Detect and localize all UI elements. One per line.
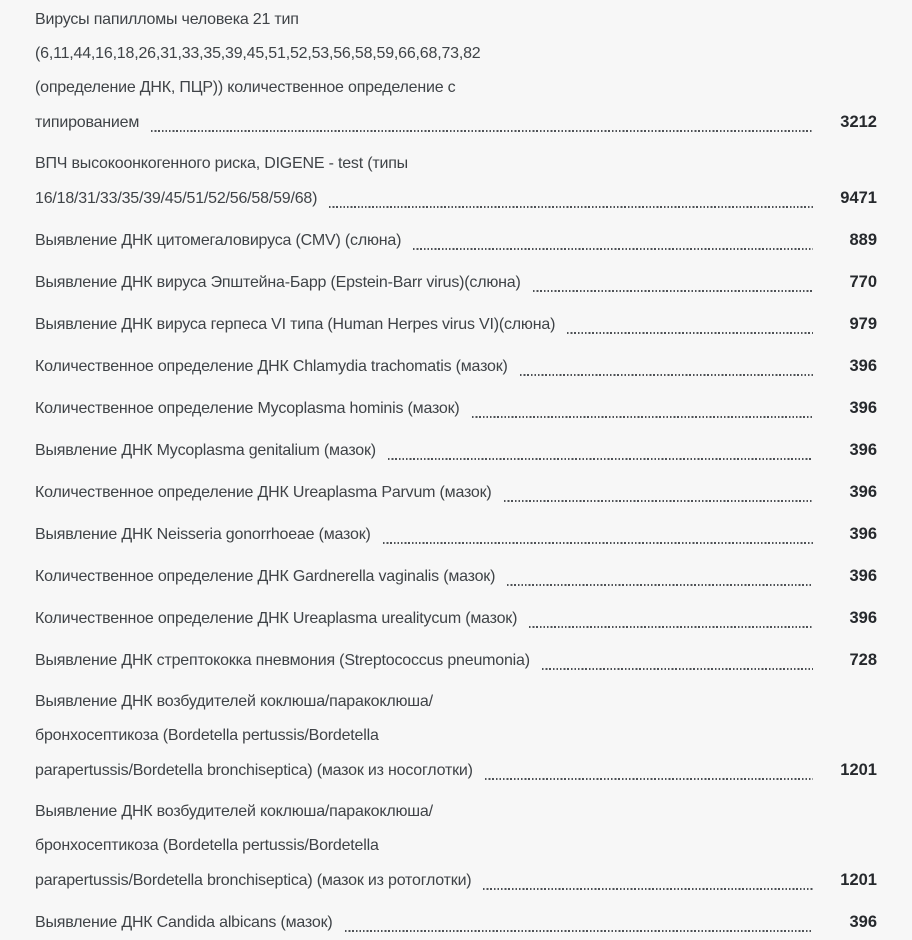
item-price: 396 bbox=[849, 399, 877, 417]
item-last-line bbox=[35, 391, 877, 426]
price-list-item bbox=[35, 433, 877, 468]
price-list-item bbox=[35, 685, 877, 788]
item-name: Выявление ДНК Mycoplasma genitalium (мазок) bbox=[35, 442, 376, 459]
item-last-line bbox=[35, 905, 877, 940]
price-list-item bbox=[35, 643, 877, 678]
price-list-item bbox=[35, 905, 877, 940]
dotted-leader bbox=[529, 626, 813, 628]
item-name-line: (6,11,44,16,18,26,31,33,35,39,45,51,52,53,56,58,59,66,68,73,82 bbox=[35, 45, 481, 62]
item-name: Выявление ДНК вируса герпеса VI типа (Human Herpes virus VI)(слюна) bbox=[35, 316, 556, 333]
item-last-line bbox=[35, 433, 877, 468]
item-price: 1201 bbox=[840, 761, 877, 779]
item-name: Выявление ДНК стрептококка пневмония (Streptococcus pneumonia) bbox=[35, 652, 530, 669]
item-price: 396 bbox=[849, 441, 877, 459]
dotted-leader bbox=[520, 374, 813, 376]
dotted-leader bbox=[329, 206, 813, 208]
item-price: 396 bbox=[849, 483, 877, 501]
item-price: 9471 bbox=[840, 189, 877, 207]
item-name: Количественное определение ДНК Chlamydia trachomatis (мазок) bbox=[35, 358, 508, 375]
price-list-item bbox=[35, 391, 877, 426]
item-price: 396 bbox=[849, 525, 877, 543]
item-last-line bbox=[35, 223, 877, 258]
item-last-line bbox=[35, 349, 877, 384]
item-name: Количественное определение ДНК Ureaplasma Parvum (мазок) bbox=[35, 484, 492, 501]
dotted-leader bbox=[345, 930, 813, 932]
dotted-leader bbox=[504, 500, 813, 502]
item-name: Количественное определение ДНК Gardnerella vaginalis (мазок) bbox=[35, 568, 496, 585]
price-list-item bbox=[35, 223, 877, 258]
dotted-leader bbox=[485, 778, 813, 780]
item-name: Количественное определение ДНК Ureaplasma urealitycum (мазок) bbox=[35, 610, 518, 627]
item-name: типированием bbox=[35, 114, 140, 131]
item-price: 396 bbox=[849, 913, 877, 931]
item-name-line: Вирусы папилломы человека 21 тип bbox=[35, 11, 299, 28]
dotted-leader bbox=[567, 332, 813, 334]
item-last-line bbox=[35, 601, 877, 636]
price-list-item bbox=[35, 265, 877, 300]
item-last-line bbox=[35, 517, 877, 552]
item-name-line: бронхосептикоза (Bordetella pertussis/Bordetella bbox=[35, 837, 379, 854]
item-name: Выявление ДНК цитомегаловируса (CMV) (слюна) bbox=[35, 232, 402, 249]
item-price: 396 bbox=[849, 609, 877, 627]
dotted-leader bbox=[542, 668, 813, 670]
item-name-line: бронхосептикоза (Bordetella pertussis/Bordetella bbox=[35, 727, 379, 744]
item-name: Количественное определение Mycoplasma hominis (мазок) bbox=[35, 400, 460, 417]
item-name: Выявление ДНК Neisseria gonorrhoeae (мазок) bbox=[35, 526, 371, 543]
dotted-leader bbox=[151, 130, 813, 132]
item-last-line bbox=[35, 105, 877, 140]
item-last-line bbox=[35, 753, 877, 788]
price-list-item bbox=[35, 601, 877, 636]
dotted-leader bbox=[383, 542, 813, 544]
item-price: 3212 bbox=[840, 113, 877, 131]
price-list-item bbox=[35, 3, 877, 140]
item-price: 1201 bbox=[840, 871, 877, 889]
item-price: 889 bbox=[849, 231, 877, 249]
item-last-line bbox=[35, 863, 877, 898]
dotted-leader bbox=[507, 584, 813, 586]
item-price: 396 bbox=[849, 357, 877, 375]
price-list-item bbox=[35, 559, 877, 594]
dotted-leader bbox=[533, 290, 813, 292]
item-name-line: Выявление ДНК возбудителей коклюша/паракоклюша/ bbox=[35, 803, 433, 820]
price-list-item bbox=[35, 795, 877, 898]
dotted-leader bbox=[472, 416, 813, 418]
dotted-leader bbox=[483, 888, 813, 890]
item-last-line bbox=[35, 265, 877, 300]
item-last-line bbox=[35, 307, 877, 342]
item-name-line: ВПЧ высокоонкогенного риска, DIGENE - test (типы bbox=[35, 155, 408, 172]
item-name: parapertussis/Bordetella bronchiseptica) (мазок из ротоглотки) bbox=[35, 872, 472, 889]
item-name: parapertussis/Bordetella bronchiseptica) (мазок из носоглотки) bbox=[35, 762, 473, 779]
item-price: 728 bbox=[849, 651, 877, 669]
price-list-item bbox=[35, 349, 877, 384]
price-list-item bbox=[35, 517, 877, 552]
item-last-line bbox=[35, 643, 877, 678]
item-name-line: Выявление ДНК возбудителей коклюша/паракоклюша/ bbox=[35, 693, 433, 710]
dotted-leader bbox=[388, 458, 813, 460]
dotted-leader bbox=[413, 248, 813, 250]
item-name-line: (определение ДНК, ПЦР)) количественное определение с bbox=[35, 79, 456, 96]
item-price: 396 bbox=[849, 567, 877, 585]
item-last-line bbox=[35, 181, 877, 216]
item-price: 770 bbox=[849, 273, 877, 291]
item-price: 979 bbox=[849, 315, 877, 333]
price-list-item bbox=[35, 147, 877, 216]
item-name: 16/18/31/33/35/39/45/51/52/56/58/59/68) bbox=[35, 190, 318, 207]
item-name: Выявление ДНК вируса Эпштейна-Барр (Epstein-Barr virus)(слюна) bbox=[35, 274, 521, 291]
price-list-item bbox=[35, 307, 877, 342]
item-last-line bbox=[35, 559, 877, 594]
price-list-item bbox=[35, 475, 877, 510]
item-last-line bbox=[35, 475, 877, 510]
item-name: Выявление ДНК Candida albicans (мазок) bbox=[35, 914, 333, 931]
